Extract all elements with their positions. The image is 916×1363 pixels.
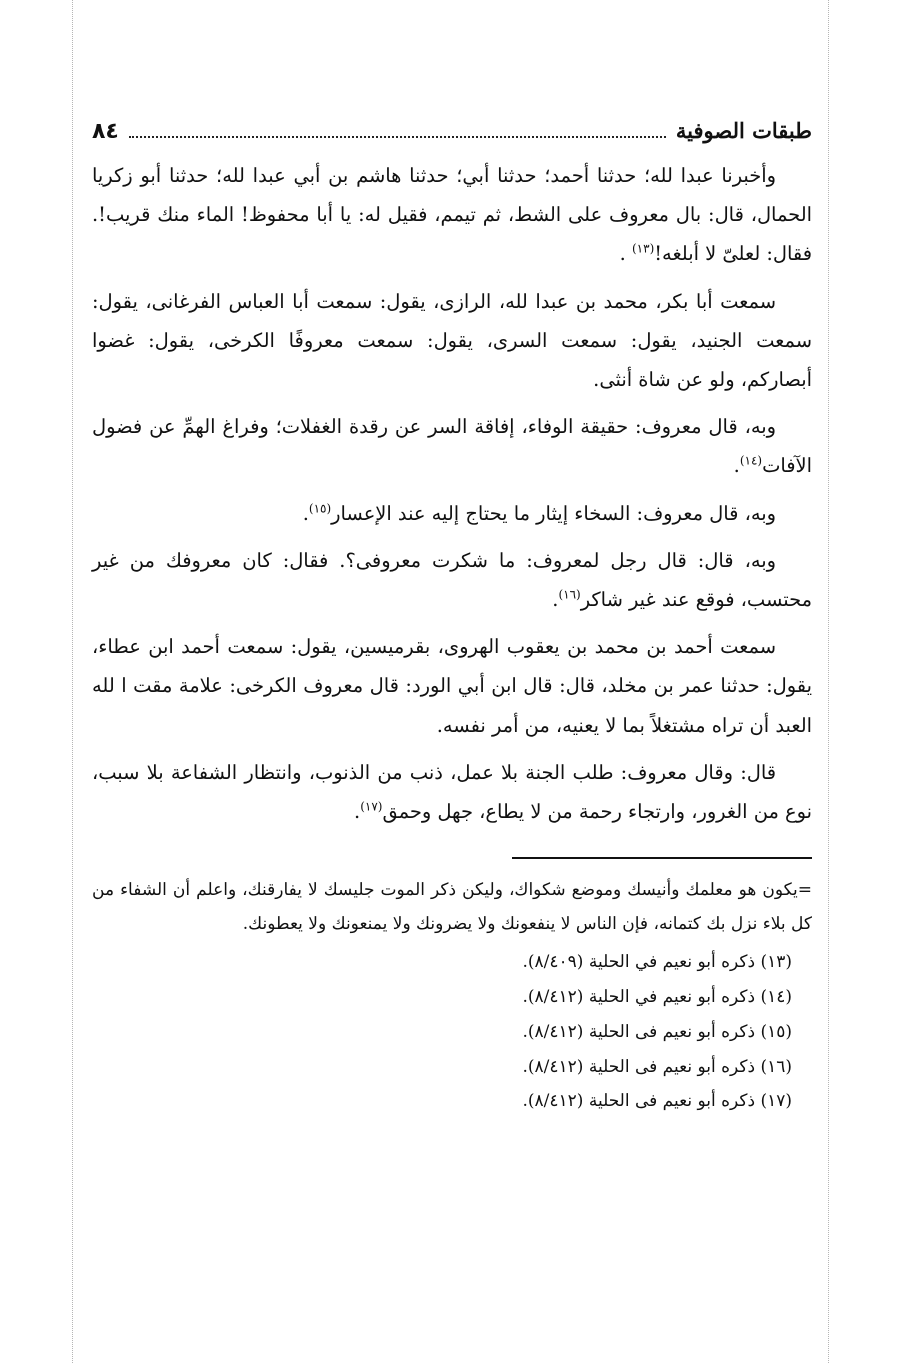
paragraph: وبه، قال معروف: حقيقة الوفاء، إفاقة السر عن رقدة الغفلات؛ وفراغ الهمِّ عن فضول الآفات$^{(١٤)}$. [92, 415, 812, 478]
footnote-marker: (١٥) [308, 501, 332, 516]
footnotes [92, 873, 812, 1119]
book-title: طبقات الصوفية [675, 118, 812, 143]
page-number: ٨٤ [92, 119, 119, 144]
scan-margin-left [72, 0, 73, 1363]
main-text [92, 156, 812, 831]
footnote-marker: (١٧) [360, 799, 383, 814]
scan-margin-right [828, 0, 829, 1363]
footnote: (١٣) ذكره أبو نعيم في الحلية (٨/٤٠٩). [522, 952, 792, 973]
paragraph: قال: وقال معروف: طلب الجنة بلا عمل، ذنب من الذنوب، وانتظار الشفاعة بلا سبب، نوع من الغرور، وارتجاء رحمة من لا يطاع، جهل وحمق$^{(١٧)}$. [92, 760, 812, 824]
paragraph: سمعت أبا بكر، محمد بن عبدا لله، الرازى، يقول: سمعت أبا العباس الفرغانى، يقول: سمعت الجنيد، يقول: سمعت السرى، يقول: سمعت معروفًا الكرخى، يقول: غضوا أبصاركم، ولو عن شاة أنثى. [92, 289, 812, 392]
footnote-marker: (١٣) [631, 241, 655, 256]
book-page [92, 118, 812, 1119]
footnote-continuation: =يكون هو معلمك وأنيسك وموضع شكواك، وليكن ذكر الموت جليسك لا يفارقنك، واعلم أن الشفاء من كل بلاء نزل بك كتمانه، فإن الناس لا ينفعونك ولا يضرونك ولا يمنعونك ولا يعطونك. [92, 880, 812, 935]
dotted-leader [129, 122, 666, 138]
footnote-list [92, 945, 812, 1119]
running-header [92, 118, 812, 156]
paragraph: وأخبرنا عبدا لله؛ حدثنا أحمد؛ حدثنا أبي؛ حدثنا هاشم بن أبي عبدا لله؛ حدثنا أبو زكريا الحمال، قال: بال معروف على الشط، ثم تيمم، فقيل له: يا أبا محفوظ! الماء منك قريب!. فقال: لعلىّ لا أبلغه!$^{(١٣)}$ . [92, 164, 812, 266]
footnote: (١٦) ذكره أبو نعيم فى الحلية (٨/٤١٢). [522, 1056, 792, 1077]
paragraph: وبه، قال معروف: السخاء إيثار ما يحتاج إليه عند الإعسار$^{(١٥)}$. [302, 501, 776, 525]
footnote: (١٧) ذكره أبو نعيم فى الحلية (٨/٤١٢). [522, 1091, 792, 1112]
footnote-separator [512, 857, 812, 859]
footnote: (١٤) ذكره أبو نعيم في الحلية (٨/٤١٢). [522, 987, 792, 1008]
paragraph: سمعت أحمد بن محمد بن يعقوب الهروى، بقرميسين، يقول: سمعت أحمد ابن عطاء، يقول: حدثنا عمر بن مخلد، قال: قال ابن أبي الورد: قال معروف الكرخى: علامة مقت ا لله العبد أن تراه مشتغلاً بما لا يعنيه، من أمر نفسه. [92, 635, 812, 737]
footnote-marker: (١٦) [558, 587, 581, 602]
footnote-marker: (١٤) [739, 453, 763, 468]
paragraph: وبه، قال: قال رجل لمعروف: ما شكرت معروفى؟. فقال: كان معروفك من غير محتسب، فوقع عند غير شاكر$^{(١٦)}$. [92, 548, 812, 612]
footnote: (١٥) ذكره أبو نعيم فى الحلية (٨/٤١٢). [522, 1021, 792, 1042]
